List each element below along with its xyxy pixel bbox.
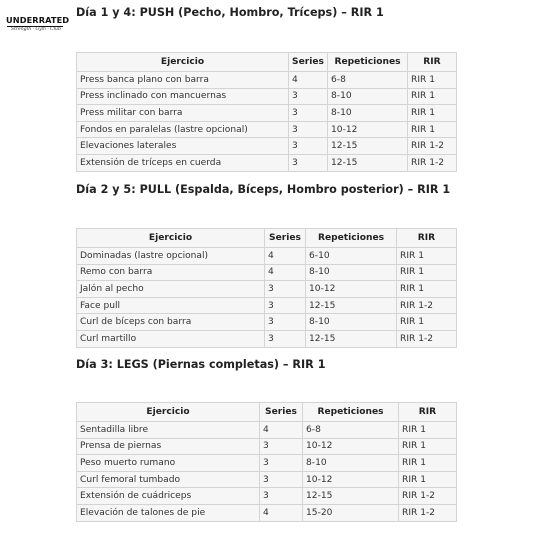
cell-exercise: Remo con barra <box>77 264 265 281</box>
column-header-repeticiones: Repeticiones <box>303 403 399 422</box>
section-title-legs: Día 3: LEGS (Piernas completas) – RIR 1 <box>76 358 326 371</box>
cell-sets: 4 <box>289 72 328 89</box>
column-header-ejercicio: Ejercicio <box>77 53 289 72</box>
cell-reps: 8-10 <box>303 455 399 472</box>
cell-rir: RIR 1 <box>408 88 457 105</box>
cell-sets: 3 <box>265 297 306 314</box>
brand-tagline: Strength · Gym · Club <box>11 27 61 32</box>
cell-reps: 10-12 <box>303 438 399 455</box>
cell-reps: 12-15 <box>328 154 408 171</box>
table-header-row <box>77 229 457 248</box>
table-row <box>77 422 457 439</box>
cell-sets: 3 <box>289 88 328 105</box>
cell-exercise: Face pull <box>77 297 265 314</box>
cell-rir: RIR 1-2 <box>397 297 457 314</box>
cell-reps: 8-10 <box>306 314 397 331</box>
table-row <box>77 488 457 505</box>
column-header-rir: RIR <box>397 229 457 248</box>
table-row <box>77 281 457 298</box>
cell-rir: RIR 1 <box>399 438 457 455</box>
table-header-row <box>77 53 457 72</box>
table-row <box>77 438 457 455</box>
table-row <box>77 138 457 155</box>
cell-exercise: Curl martillo <box>77 330 265 347</box>
cell-reps: 10-12 <box>328 121 408 138</box>
cell-rir: RIR 1 <box>397 264 457 281</box>
cell-reps: 8-10 <box>328 88 408 105</box>
cell-exercise: Press inclinado con mancuernas <box>77 88 289 105</box>
table-row <box>77 121 457 138</box>
cell-sets: 3 <box>265 314 306 331</box>
table-row <box>77 314 457 331</box>
cell-reps: 15-20 <box>303 504 399 521</box>
cell-sets: 3 <box>265 330 306 347</box>
table-row <box>77 88 457 105</box>
cell-exercise: Extensión de cuádriceps <box>77 488 260 505</box>
cell-exercise: Fondos en paralelas (lastre opcional) <box>77 121 289 138</box>
table-row <box>77 297 457 314</box>
cell-rir: RIR 1-2 <box>397 330 457 347</box>
cell-rir: RIR 1-2 <box>399 504 457 521</box>
table-row <box>77 72 457 89</box>
section-title-push: Día 1 y 4: PUSH (Pecho, Hombro, Tríceps) – RIR 1 <box>76 6 384 19</box>
cell-sets: 4 <box>265 264 306 281</box>
table-row <box>77 504 457 521</box>
cell-sets: 4 <box>260 504 303 521</box>
cell-rir: RIR 1 <box>397 248 457 265</box>
cell-rir: RIR 1 <box>397 281 457 298</box>
cell-rir: RIR 1-2 <box>408 138 457 155</box>
cell-exercise: Prensa de piernas <box>77 438 260 455</box>
table-row <box>77 248 457 265</box>
cell-sets: 4 <box>265 248 306 265</box>
cell-rir: RIR 1 <box>408 105 457 122</box>
cell-rir: RIR 1-2 <box>399 488 457 505</box>
brand-logo <box>6 15 70 38</box>
cell-reps: 8-10 <box>306 264 397 281</box>
cell-reps: 12-15 <box>306 297 397 314</box>
cell-reps: 6-8 <box>303 422 399 439</box>
cell-exercise: Elevaciones laterales <box>77 138 289 155</box>
cell-rir: RIR 1-2 <box>408 154 457 171</box>
cell-sets: 4 <box>260 422 303 439</box>
cell-sets: 3 <box>260 471 303 488</box>
cell-reps: 12-15 <box>328 138 408 155</box>
cell-reps: 12-15 <box>306 330 397 347</box>
table-row <box>77 330 457 347</box>
cell-reps: 8-10 <box>328 105 408 122</box>
cell-exercise: Peso muerto rumano <box>77 455 260 472</box>
table-header-row <box>77 403 457 422</box>
table-row <box>77 105 457 122</box>
column-header-rir: RIR <box>399 403 457 422</box>
column-header-series: Series <box>289 53 328 72</box>
routine-table-legs <box>76 402 457 522</box>
routine-table-push <box>76 52 457 172</box>
cell-sets: 3 <box>289 154 328 171</box>
column-header-ejercicio: Ejercicio <box>77 229 265 248</box>
cell-sets: 3 <box>265 281 306 298</box>
cell-exercise: Press banca plano con barra <box>77 72 289 89</box>
column-header-rir: RIR <box>408 53 457 72</box>
cell-sets: 3 <box>260 488 303 505</box>
cell-rir: RIR 1 <box>408 121 457 138</box>
cell-exercise: Extensión de tríceps en cuerda <box>77 154 289 171</box>
cell-reps: 6-8 <box>328 72 408 89</box>
table-row <box>77 471 457 488</box>
cell-exercise: Elevación de talones de pie <box>77 504 260 521</box>
cell-sets: 3 <box>260 438 303 455</box>
cell-reps: 10-12 <box>303 471 399 488</box>
routine-table-pull <box>76 228 457 348</box>
cell-exercise: Press militar con barra <box>77 105 289 122</box>
column-header-repeticiones: Repeticiones <box>328 53 408 72</box>
cell-rir: RIR 1 <box>399 455 457 472</box>
column-header-repeticiones: Repeticiones <box>306 229 397 248</box>
cell-reps: 6-10 <box>306 248 397 265</box>
cell-rir: RIR 1 <box>399 422 457 439</box>
cell-exercise: Jalón al pecho <box>77 281 265 298</box>
brand-name: UNDERRATED <box>6 15 70 25</box>
cell-sets: 3 <box>289 105 328 122</box>
table-row <box>77 455 457 472</box>
cell-rir: RIR 1 <box>397 314 457 331</box>
cell-exercise: Sentadilla libre <box>77 422 260 439</box>
cell-rir: RIR 1 <box>408 72 457 89</box>
table-row <box>77 264 457 281</box>
cell-exercise: Dominadas (lastre opcional) <box>77 248 265 265</box>
column-header-ejercicio: Ejercicio <box>77 403 260 422</box>
table-row <box>77 154 457 171</box>
section-title-pull: Día 2 y 5: PULL (Espalda, Bíceps, Hombro posterior) – RIR 1 <box>76 183 451 196</box>
cell-rir: RIR 1 <box>399 471 457 488</box>
cell-sets: 3 <box>289 138 328 155</box>
column-header-series: Series <box>265 229 306 248</box>
cell-exercise: Curl femoral tumbado <box>77 471 260 488</box>
cell-reps: 10-12 <box>306 281 397 298</box>
cell-sets: 3 <box>260 455 303 472</box>
cell-reps: 12-15 <box>303 488 399 505</box>
cell-exercise: Curl de bíceps con barra <box>77 314 265 331</box>
column-header-series: Series <box>260 403 303 422</box>
cell-sets: 3 <box>289 121 328 138</box>
